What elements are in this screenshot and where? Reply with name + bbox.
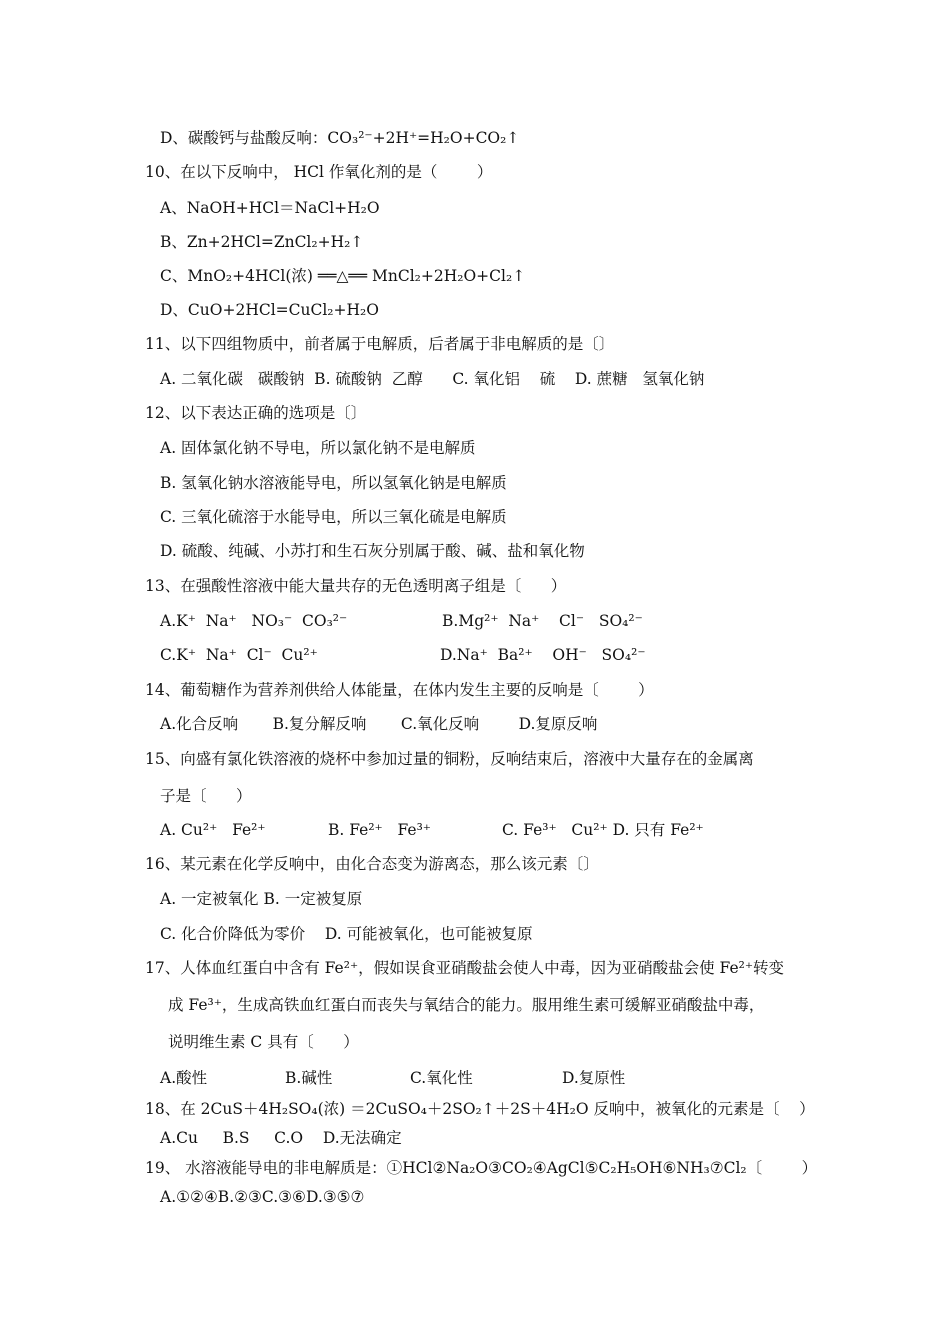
q9-option-d: D、碳酸钙与盐酸反响：CO₃²⁻+2H⁺=H₂O+CO₂↑	[160, 129, 520, 147]
q12-stem: 12、以下表达正确的选项是〔〕	[145, 404, 367, 422]
q17-option-a: A.酸性	[160, 1069, 208, 1087]
q17-option-d: D.复原性	[562, 1069, 626, 1087]
q17-stem-line1: 17、人体血红蛋白中含有 Fe²⁺，假如误食亚硝酸盐会使人中毒，因为亚硝酸盐会使 Fe²⁺转变	[145, 959, 785, 977]
q15-option-a: A. Cu²⁺ Fe²⁺	[160, 821, 266, 839]
q16-options-cd: C. 化合价降低为零价 D. 可能被氧化，也可能被复原	[160, 925, 533, 943]
q15-stem-line2: 子是〔 ）	[160, 787, 252, 805]
q13-option-b: B.Mg²⁺ Na⁺ Cl⁻ SO₄²⁻	[442, 612, 643, 630]
q19-options: A.①②④B.②③C.③⑥D.③⑤⑦	[160, 1188, 365, 1206]
q17-option-c: C.氧化性	[410, 1069, 473, 1087]
q11-options: A. 二氧化碳 碳酸钠 B. 硫酸钠 乙醇 C. 氧化铝 硫 D. 蔗糖 氢氧化钠	[160, 370, 705, 388]
q10-option-d: D、CuO+2HCl=CuCl₂+H₂O	[160, 301, 379, 319]
q13-option-d: D.Na⁺ Ba²⁺ OH⁻ SO₄²⁻	[440, 646, 646, 664]
q10-stem: 10、在以下反响中， HCl 作氧化剂的是（ ）	[145, 163, 493, 181]
q18-options: A.Cu B.S C.O D.无法确定	[160, 1129, 402, 1147]
q14-options: A.化合反响 B.复分解反响 C.氧化反响 D.复原反响	[160, 715, 598, 733]
q15-option-cd: C. Fe³⁺ Cu²⁺ D. 只有 Fe²⁺	[502, 821, 704, 839]
q13-option-c: C.K⁺ Na⁺ Cl⁻ Cu²⁺	[160, 646, 318, 664]
q19-stem: 19、 水溶液能导电的非电解质是：①HCl②Na₂O③CO₂④AgCl⑤C₂H₅OH⑥NH₃⑦Cl₂〔 ）	[145, 1159, 818, 1177]
q12-option-d: D. 硫酸、纯碱、小苏打和生石灰分别属于酸、碱、盐和氧化物	[160, 542, 585, 560]
q18-stem: 18、在 2CuS＋4H₂SO₄(浓) ＝2CuSO₄＋2SO₂↑＋2S＋4H₂O 反响中，被氧化的元素是〔 ）	[145, 1100, 815, 1118]
q15-stem-line1: 15、向盛有氯化铁溶液的烧杯中参加过量的铜粉，反响结束后，溶液中大量存在的金属离	[145, 750, 754, 768]
q12-option-a: A. 固体氯化钠不导电，所以氯化钠不是电解质	[160, 439, 476, 457]
q12-option-b: B. 氢氧化钠水溶液能导电，所以氢氧化钠是电解质	[160, 474, 507, 492]
q17-option-b: B.碱性	[285, 1069, 333, 1087]
q16-options-ab: A. 一定被氧化 B. 一定被复原	[160, 890, 363, 908]
q17-stem-line2: 成 Fe³⁺，生成高铁血红蛋白而丧失与氧结合的能力。服用维生素可缓解亚硝酸盐中毒，	[168, 996, 765, 1014]
q12-option-c: C. 三氧化硫溶于水能导电，所以三氧化硫是电解质	[160, 508, 507, 526]
q15-option-b: B. Fe²⁺ Fe³⁺	[328, 821, 431, 839]
q17-stem-line3: 说明维生素 C 具有〔 ）	[168, 1033, 359, 1051]
q14-stem: 14、葡萄糖作为营养剂供给人体能量，在体内发生主要的反响是〔 ）	[145, 681, 654, 699]
q13-stem: 13、在强酸性溶液中能大量共存的无色透明离子组是〔 ）	[145, 577, 567, 595]
q11-stem: 11、以下四组物质中，前者属于电解质，后者属于非电解质的是〔〕	[145, 335, 615, 353]
q10-option-a: A、NaOH+HCl＝NaCl+H₂O	[160, 199, 380, 217]
q16-stem: 16、某元素在化学反响中，由化合态变为游离态，那么该元素〔〕	[145, 855, 599, 873]
q10-option-b: B、Zn+2HCl=ZnCl₂+H₂↑	[160, 233, 364, 251]
q13-option-a: A.K⁺ Na⁺ NO₃⁻ CO₃²⁻	[160, 612, 348, 630]
q10-option-c: C、MnO₂+4HCl(浓) ══△══ MnCl₂+2H₂O+Cl₂↑	[160, 267, 526, 285]
